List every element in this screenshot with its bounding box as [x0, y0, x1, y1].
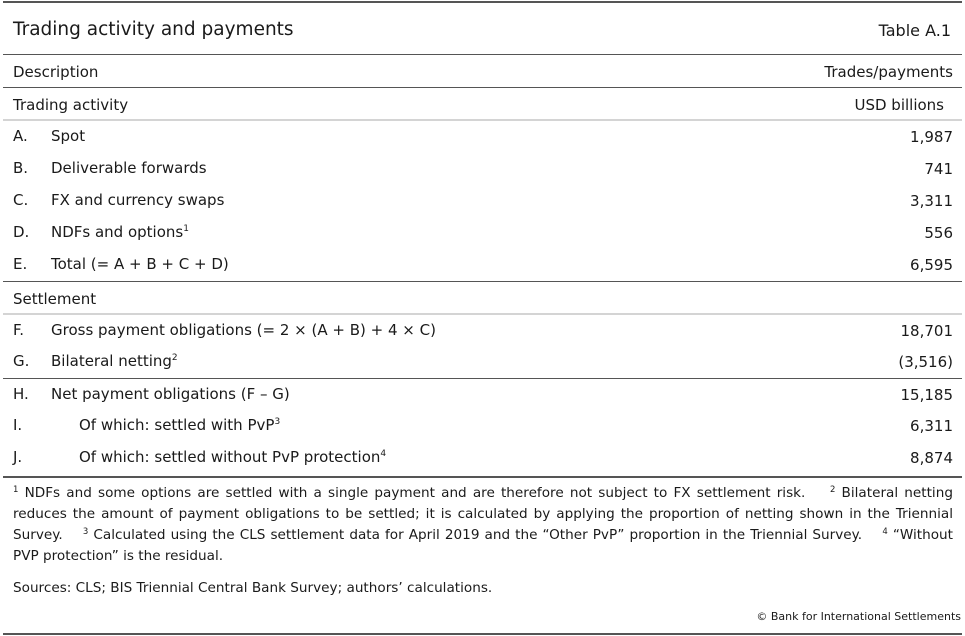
row-value: 556	[924, 224, 953, 242]
copyright: © Bank for International Settlements	[756, 610, 961, 623]
row-description-text: Bilateral netting	[51, 352, 172, 370]
section-divider-settlement	[3, 313, 962, 315]
row-letter: D.	[13, 223, 30, 241]
row-value: 18,701	[900, 322, 953, 340]
row-value: 15,185	[900, 386, 953, 404]
row-value: 741	[924, 160, 953, 178]
row-value: 8,874	[910, 449, 953, 467]
row-description: Deliverable forwards	[51, 159, 207, 177]
row-letter: C.	[13, 191, 29, 209]
row-description	[79, 416, 280, 434]
table-number: Table A.1	[878, 21, 951, 40]
row-letter: A.	[13, 127, 28, 145]
table-title: Trading activity and payments	[13, 19, 294, 40]
row-value: (3,516)	[898, 353, 953, 371]
section-divider-trading	[3, 119, 962, 121]
row-letter: I.	[13, 416, 23, 434]
table-bottom-border	[3, 476, 962, 478]
row-description: Spot	[51, 127, 86, 145]
footnote-number: 1	[13, 485, 19, 495]
row-description: Total (= A + B + C + D)	[51, 255, 229, 273]
row-value: 3,311	[910, 192, 953, 210]
top-border	[3, 1, 962, 3]
header-divider	[3, 87, 962, 88]
row-description	[51, 352, 178, 370]
row-description	[51, 223, 189, 241]
row-description-text: NDFs and options	[51, 223, 184, 241]
row-letter: E.	[13, 255, 28, 273]
section-label-trading: Trading activity	[13, 96, 129, 114]
row-description: Net payment obligations (F – G)	[51, 385, 290, 403]
footnote-number: 3	[82, 527, 89, 537]
unit-label: USD billions	[854, 96, 944, 114]
row-letter: B.	[13, 159, 29, 177]
row-letter: G.	[13, 352, 30, 370]
column-header-trades: Trades/payments	[824, 63, 953, 81]
footnote-marker: 1	[183, 224, 189, 234]
footnote-marker: 4	[380, 449, 387, 459]
footnote-text: “Without PVP protection” is the residual.	[13, 527, 953, 564]
row-description: FX and currency swaps	[51, 191, 225, 209]
footnote-text: Calculated using the CLS settlement data for April 2019 and the “Other PvP” proportion in the Triennial Survey.	[93, 527, 863, 543]
row-letter: F.	[13, 321, 24, 339]
net-divider	[3, 378, 962, 379]
footnote-number: 4	[882, 527, 888, 537]
footnote-marker: 3	[274, 417, 281, 427]
row-value: 6,595	[910, 256, 953, 274]
section-label-settlement: Settlement	[13, 290, 97, 308]
row-letter: H.	[13, 385, 29, 403]
footnotes	[13, 483, 953, 567]
sources-note: Sources: CLS; BIS Triennial Central Bank Survey; authors’ calculations.	[13, 580, 493, 596]
trading-section-end	[3, 281, 962, 282]
footnote-text: Bilateral netting reduces the amount of payment obligations to be settled; it is calculated by applying the proportion of netting shown in the Triennial Survey.	[13, 485, 953, 543]
title-divider	[3, 54, 962, 55]
row-description	[79, 448, 386, 466]
footnote-text: NDFs and some options are settled with a single payment and are therefore not subject to FX settlement risk.	[24, 485, 806, 501]
row-letter: J.	[13, 448, 23, 466]
footnote-marker: 2	[171, 353, 178, 363]
footnote-number: 2	[829, 485, 836, 495]
row-description-text: Of which: settled without PvP protection	[79, 448, 381, 466]
row-description-text: Of which: settled with PvP	[79, 416, 275, 434]
column-header-description: Description	[13, 63, 99, 81]
row-value: 6,311	[910, 417, 953, 435]
row-description: Gross payment obligations (= 2 × (A + B) + 4 × C)	[51, 321, 436, 339]
bottom-border	[3, 633, 962, 635]
row-value: 1,987	[910, 128, 953, 146]
